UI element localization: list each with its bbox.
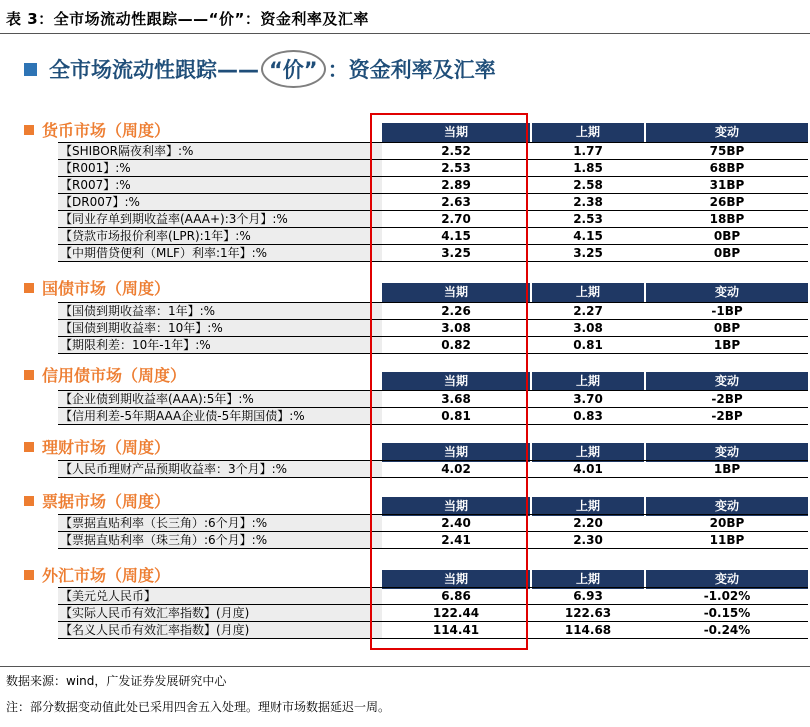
footnote: 注：部分数据变动值此处已采用四舍五入处理。理财市场数据延迟一周。 (6, 700, 391, 714)
previous-value: 114.68 (564, 623, 612, 637)
row-label: 【R007】:% (58, 177, 382, 193)
change-value: 1BP (713, 462, 741, 476)
change-value: 20BP (709, 516, 745, 530)
change-value: 0BP (713, 246, 741, 260)
current-value: 2.52 (441, 144, 471, 158)
section-square-icon (24, 125, 34, 135)
previous-value: 1.77 (573, 144, 603, 158)
section-heading (24, 118, 170, 141)
row-label: 【票据直贴利率（长三角）:6个月】:% (58, 515, 382, 531)
header-previous: 上期 (532, 372, 644, 391)
change-value: -0.24% (703, 623, 751, 637)
previous-value: 2.53 (573, 212, 603, 226)
row-label: 【人民币理财产品预期收益率：3个月】:% (58, 461, 382, 477)
current-value: 0.81 (441, 409, 471, 423)
header-current: 当期 (382, 570, 530, 589)
header-current: 当期 (382, 123, 530, 142)
section-square-icon (24, 496, 34, 506)
table-caption: 表 3：全市场流动性跟踪——“价”：资金利率及汇率 (6, 10, 369, 28)
header-previous: 上期 (532, 123, 644, 142)
change-value: -0.15% (703, 606, 751, 620)
current-value: 4.15 (441, 229, 471, 243)
section-label: 国债市场（周度） (42, 279, 171, 298)
change-value: 75BP (709, 144, 745, 158)
header-current: 当期 (382, 283, 530, 302)
header-current: 当期 (382, 443, 530, 462)
page-title (24, 52, 496, 86)
section-heading (24, 489, 170, 512)
current-value: 2.40 (441, 516, 471, 530)
change-value: 68BP (709, 161, 745, 175)
current-value: 2.26 (441, 304, 471, 318)
section-label: 货币市场（周度） (42, 121, 171, 140)
title-square-icon (24, 63, 37, 76)
change-value: -1BP (711, 304, 743, 318)
row-label: 【DR007】:% (58, 194, 382, 210)
previous-value: 6.93 (573, 589, 603, 603)
header-previous: 上期 (532, 443, 644, 462)
previous-value: 122.63 (564, 606, 612, 620)
header-change: 变动 (646, 497, 808, 516)
header-change: 变动 (646, 372, 808, 391)
header-current: 当期 (382, 497, 530, 516)
current-value: 3.68 (441, 392, 471, 406)
title-post: ：资金利率及汇率 (327, 58, 496, 82)
change-value: -1.02% (703, 589, 751, 603)
section-heading (24, 363, 186, 386)
header-previous: 上期 (532, 283, 644, 302)
change-value: -2BP (711, 409, 743, 423)
section-heading (24, 276, 170, 299)
title-pre: 全市场流动性跟踪—— (49, 58, 259, 82)
row-label: 【国债到期收益率：10年】:% (58, 320, 382, 336)
header-change: 变动 (646, 443, 808, 462)
current-value: 3.08 (441, 321, 471, 335)
section-heading (24, 563, 170, 586)
title-circled-price: “价” (261, 50, 326, 88)
current-value: 114.41 (432, 623, 480, 637)
previous-value: 2.20 (573, 516, 603, 530)
section-heading (24, 435, 170, 458)
header-previous: 上期 (532, 497, 644, 516)
section-square-icon (24, 442, 34, 452)
current-period-highlight-box (370, 113, 528, 650)
header-previous: 上期 (532, 570, 644, 589)
header-change: 变动 (646, 123, 808, 142)
current-value: 2.89 (441, 178, 471, 192)
current-value: 2.63 (441, 195, 471, 209)
current-value: 2.41 (441, 533, 471, 547)
source-note: 数据来源：wind，广发证券发展研究中心 (6, 674, 227, 688)
change-value: 0BP (713, 321, 741, 335)
row-label: 【期限利差：10年-1年】:% (58, 337, 382, 353)
row-label: 【名义人民币有效汇率指数】(月度) (58, 622, 382, 638)
current-value: 122.44 (432, 606, 480, 620)
top-rule (0, 33, 810, 34)
change-value: 18BP (709, 212, 745, 226)
row-label: 【企业债到期收益率(AAA):5年】:% (58, 391, 382, 407)
current-value: 6.86 (441, 589, 471, 603)
section-label: 票据市场（周度） (42, 492, 171, 511)
change-value: 1BP (713, 338, 741, 352)
current-value: 3.25 (441, 246, 471, 260)
previous-value: 0.83 (573, 409, 603, 423)
header-change: 变动 (646, 283, 808, 302)
section-square-icon (24, 370, 34, 380)
current-value: 0.82 (441, 338, 471, 352)
row-label: 【R001】:% (58, 160, 382, 176)
previous-value: 0.81 (573, 338, 603, 352)
row-label: 【同业存单到期收益率(AAA+):3个月】:% (58, 211, 382, 227)
row-label: 【SHIBOR隔夜利率】:% (58, 143, 382, 159)
change-value: -2BP (711, 392, 743, 406)
previous-value: 4.01 (573, 462, 603, 476)
row-label: 【中期借贷便利（MLF）利率:1年】:% (58, 245, 382, 261)
change-value: 26BP (709, 195, 745, 209)
row-label: 【票据直贴利率（珠三角）:6个月】:% (58, 532, 382, 548)
row-label: 【美元兑人民币】 (58, 588, 382, 604)
previous-value: 2.27 (573, 304, 603, 318)
row-label: 【信用利差-5年期AAA企业债-5年期国债】:% (58, 408, 382, 424)
section-label: 外汇市场（周度） (42, 566, 171, 585)
current-value: 4.02 (441, 462, 471, 476)
row-label: 【国债到期收益率：1年】:% (58, 303, 382, 319)
previous-value: 3.70 (573, 392, 603, 406)
change-value: 0BP (713, 229, 741, 243)
section-square-icon (24, 283, 34, 293)
section-label: 理财市场（周度） (42, 438, 171, 457)
change-value: 31BP (709, 178, 745, 192)
previous-value: 2.30 (573, 533, 603, 547)
current-value: 2.53 (441, 161, 471, 175)
change-value: 11BP (709, 533, 745, 547)
bottom-rule (0, 666, 810, 667)
row-label: 【贷款市场报价利率(LPR):1年】:% (58, 228, 382, 244)
previous-value: 3.08 (573, 321, 603, 335)
header-current: 当期 (382, 372, 530, 391)
previous-value: 4.15 (573, 229, 603, 243)
section-square-icon (24, 570, 34, 580)
row-label: 【实际人民币有效汇率指数】(月度) (58, 605, 382, 621)
current-value: 2.70 (441, 212, 471, 226)
header-change: 变动 (646, 570, 808, 589)
previous-value: 1.85 (573, 161, 603, 175)
previous-value: 2.58 (573, 178, 603, 192)
section-label: 信用债市场（周度） (42, 366, 187, 385)
previous-value: 2.38 (573, 195, 603, 209)
previous-value: 3.25 (573, 246, 603, 260)
